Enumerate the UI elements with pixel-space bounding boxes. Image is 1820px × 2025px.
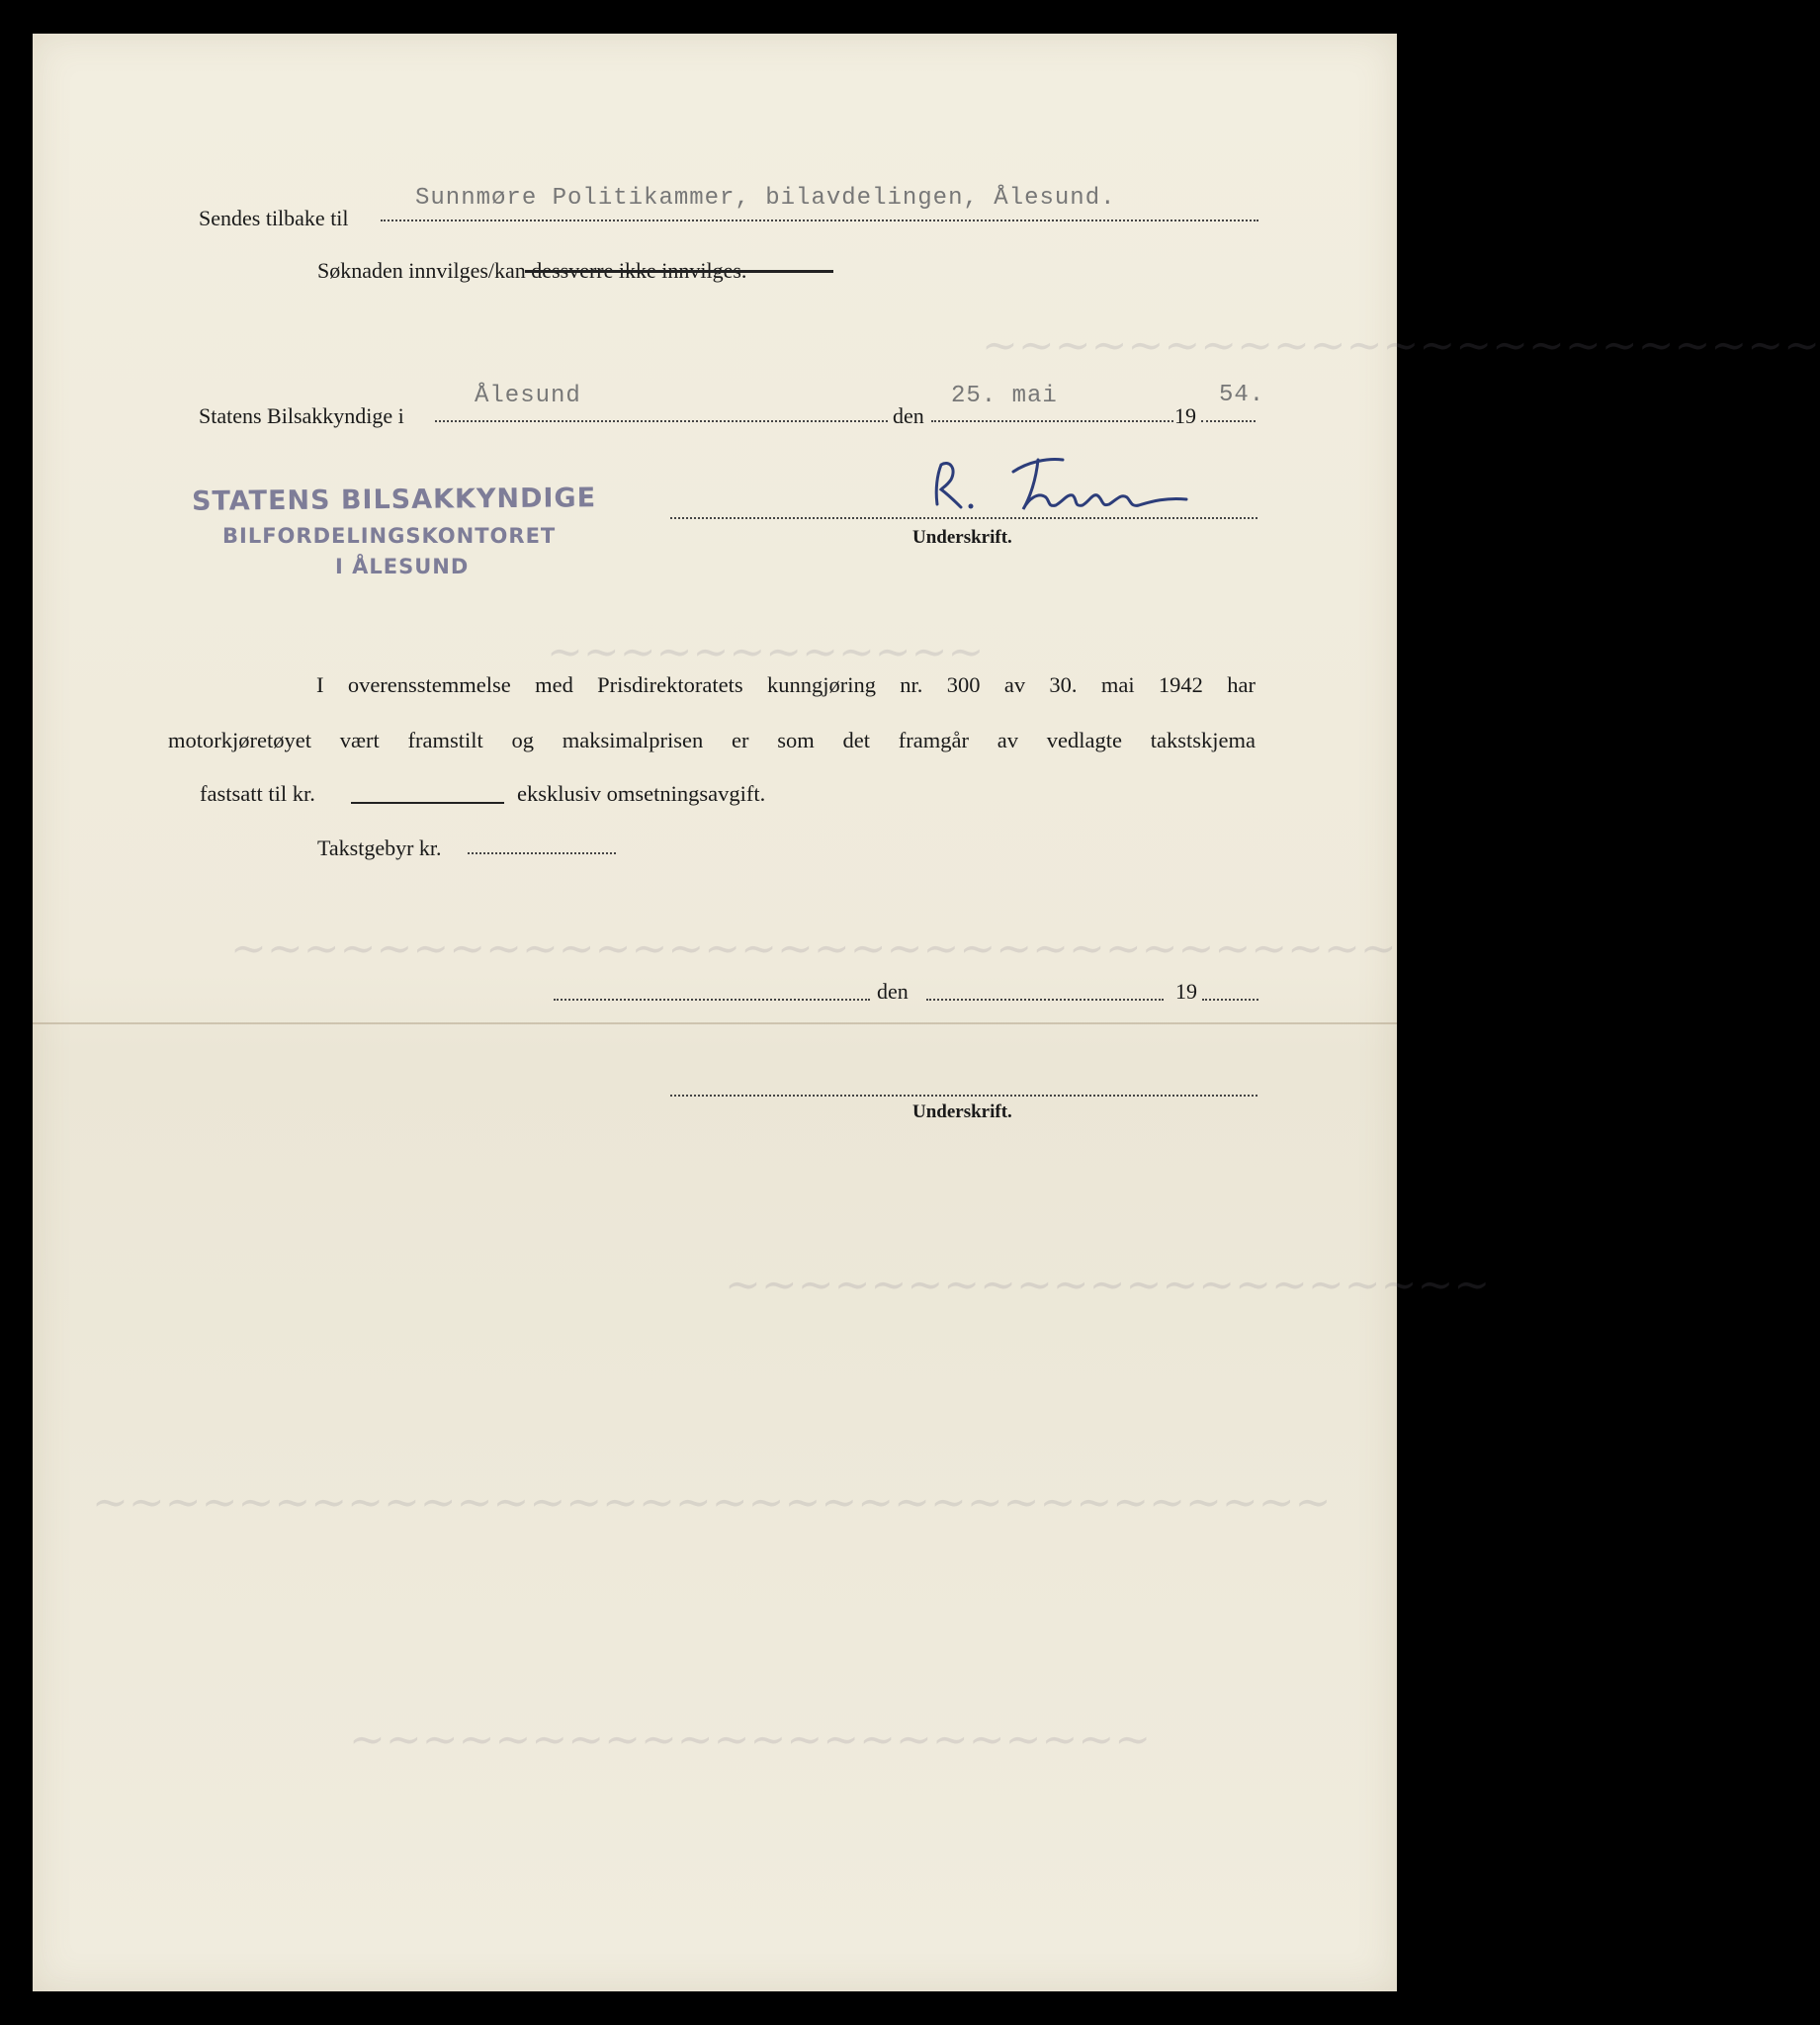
- year-prefix: 19: [1174, 403, 1196, 428]
- bleed-through-text: ~~~~~~~~~~~~: [547, 627, 985, 677]
- bleed-through-text: ~~~~~~~~~~~~~~~~~~~~~~~: [982, 320, 1820, 371]
- return-dotted-line: [381, 220, 1258, 221]
- bleed-through-text: ~~~~~~~~~~~~~~~~~~~~~~: [349, 1715, 1152, 1765]
- application-granted-text: Søknaden innvilges/: [317, 258, 495, 283]
- declaration-line-1: I overensstemmelse med Prisdirektoratets kunngjøring nr. 300 av 30. mai 1942 har: [316, 672, 1256, 697]
- signature-dotted-line: [670, 517, 1257, 519]
- year-prefix-2: 19: [1175, 979, 1197, 1004]
- date-dotted-line-2: [926, 999, 1164, 1001]
- date-den-label-2: den: [877, 979, 909, 1004]
- place-value: Ålesund: [475, 383, 581, 409]
- date-dotted-line: [931, 420, 1173, 422]
- fee-label: Takstgebyr kr.: [317, 836, 442, 860]
- bleed-through-text: ~~~~~~~~~~~~~~~~~~~~~~~~~~~~~~~~: [230, 924, 1397, 974]
- declaration-line-3-suffix: eksklusiv omsetningsavgift.: [517, 781, 766, 806]
- place-dotted-line-2: [554, 999, 870, 1001]
- paper-fold: [33, 1022, 1397, 1024]
- signature-dotted-line-2: [670, 1095, 1257, 1097]
- date-den-label: den: [893, 403, 924, 428]
- date-value: 25. mai: [951, 383, 1058, 409]
- place-dotted-line: [435, 420, 888, 422]
- return-address-value: Sunnmøre Politikammer, bilavdelingen, Ålesund.: [415, 185, 1116, 212]
- signature-label: Underskrift.: [912, 527, 1012, 548]
- application-denied-text: kan dessverre ikke innvilges.: [494, 258, 747, 283]
- handwritten-signature: [919, 450, 1216, 519]
- declaration-line-3-prefix: fastsatt til kr.: [200, 781, 315, 806]
- declaration-line-2: motorkjøretøyet vært framstilt og maksimalprisen er som det framgår av vedlagte takstskjema: [168, 728, 1256, 752]
- bleed-through-text: ~~~~~~~~~~~~~~~~~~~~~: [725, 1260, 1491, 1310]
- year-value: 54.: [1219, 382, 1265, 408]
- stamp-line-2: BILFORDELINGSKONTORET: [222, 524, 557, 548]
- return-label: Sendes tilbake til: [199, 206, 349, 230]
- bleed-through-text: ~~~~~~~~~~~~~~~~~~~~~~~~~~~~~~~~~~: [92, 1477, 1332, 1528]
- price-underline: [351, 802, 504, 804]
- year-dotted-line: [1201, 420, 1256, 422]
- authority-label: Statens Bilsakkyndige i: [199, 403, 404, 428]
- stamp-line-1: STATENS BILSAKKYNDIGE: [191, 483, 597, 517]
- stamp-line-3: I ÅLESUND: [335, 555, 470, 578]
- fee-dotted-line: [468, 852, 616, 854]
- signature-label-2: Underskrift.: [912, 1101, 1012, 1122]
- strike-through-line: [525, 270, 833, 273]
- document-page: [33, 34, 1820, 1991]
- year-dotted-line-2: [1202, 999, 1258, 1001]
